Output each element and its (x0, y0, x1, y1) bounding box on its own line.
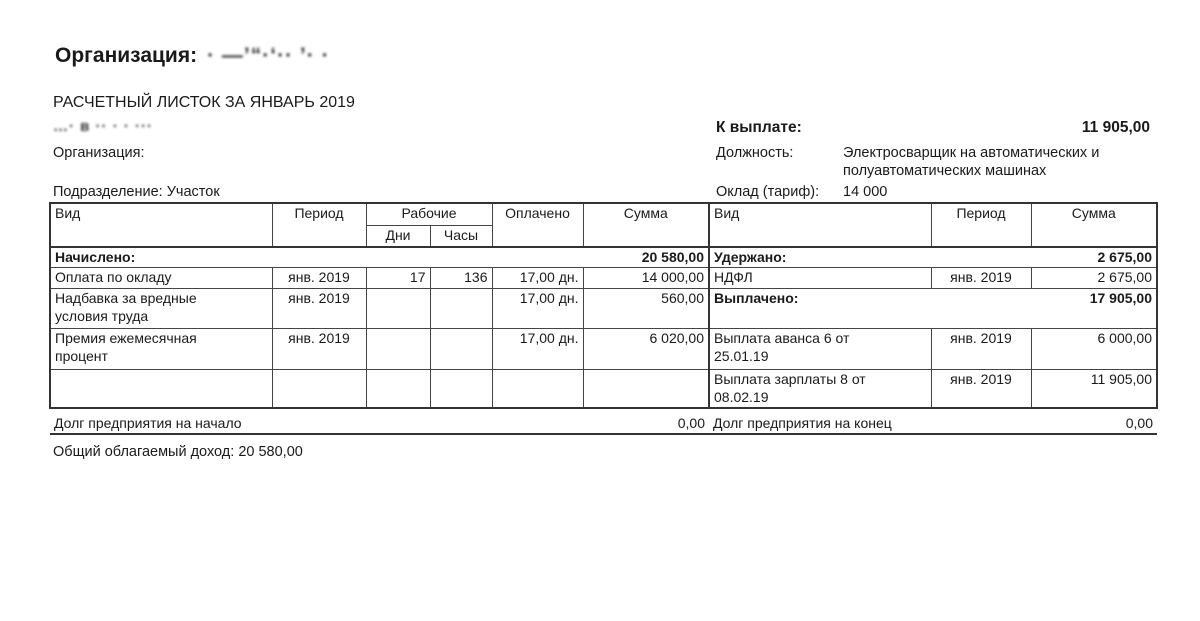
to-pay-value: 11 905,00 (1081, 119, 1150, 136)
to-pay-label: К выплате: (716, 119, 802, 136)
accrual-sum: 14 000,00 (583, 267, 709, 288)
withholding-name: НДФЛ (709, 267, 931, 288)
accrual-hours (430, 288, 492, 328)
payout-name-line-2: 25.01.19 (714, 347, 769, 364)
debt-start-label: Долг предприятия на начало (50, 414, 492, 434)
accrued-total: 20 580,00 (492, 247, 709, 267)
payout-sum: 11 905,00 (1031, 369, 1157, 408)
empty-cell (492, 369, 583, 408)
accrual-days (366, 328, 430, 369)
accrual-name: Оплата по окладу (50, 267, 272, 288)
accrual-days (366, 288, 430, 328)
accrual-period: янв. 2019 (272, 288, 366, 328)
table-row (50, 267, 1157, 288)
accrual-name-line-2: процент (55, 347, 108, 364)
accrued-label: Начислено: (50, 247, 492, 267)
taxable-income: Общий облагаемый доход: 20 580,00 (53, 444, 303, 460)
col-header-period: Период (272, 203, 366, 247)
payout-period: янв. 2019 (931, 328, 1031, 369)
empty-cell (430, 369, 492, 408)
col-header-period-right: Период (931, 203, 1031, 247)
payout-sum: 6 000,00 (1031, 328, 1157, 369)
col-header-hours: Часы (430, 225, 492, 247)
salary-value: 14 000 (843, 184, 888, 200)
accrual-paid: 17,00 дн. (492, 288, 583, 328)
accrual-paid: 17,00 дн. (492, 267, 583, 288)
table-row (50, 288, 1157, 328)
withheld-label: Удержано: (709, 247, 1031, 267)
accrual-days: 17 (366, 267, 430, 288)
accrual-sum: 6 020,00 (583, 328, 709, 369)
payout-name-line-2: 08.02.19 (714, 388, 769, 405)
table-row (50, 369, 1157, 408)
col-header-paid: Оплачено (492, 203, 583, 247)
accrual-name (50, 288, 272, 328)
table-row (50, 328, 1157, 369)
withholding-period: янв. 2019 (931, 267, 1031, 288)
payout-name (709, 328, 931, 369)
paid-out-label: Выплачено: (709, 288, 1031, 328)
accrual-paid: 17,00 дн. (492, 328, 583, 369)
payout-name-line-1: Выплата зарплаты 8 от (714, 370, 866, 387)
withheld-total: 2 675,00 (1031, 247, 1157, 267)
accrual-name (50, 328, 272, 369)
department-label: Подразделение: Участок (53, 184, 220, 200)
organization-field-label: Организация: (53, 145, 145, 161)
accrual-name-line-1: Надбавка за вредные (55, 289, 197, 306)
empty-cell (50, 369, 272, 408)
accrual-hours (430, 328, 492, 369)
accrual-hours: 136 (430, 267, 492, 288)
payslip-title: РАСЧЕТНЫЙ ЛИСТОК ЗА ЯНВАРЬ 2019 (53, 94, 355, 111)
organization-heading (55, 44, 330, 68)
table-row (50, 247, 1157, 267)
debt-row (50, 414, 1157, 434)
accrual-period: янв. 2019 (272, 328, 366, 369)
col-header-vid-right: Вид (709, 203, 931, 247)
accrual-sum: 560,00 (583, 288, 709, 328)
accrual-name-line-2: условия труда (55, 307, 149, 324)
payout-name-line-1: Выплата аванса 6 от (714, 329, 850, 346)
payout-period: янв. 2019 (931, 369, 1031, 408)
position-label: Должность: (716, 145, 794, 161)
col-header-sum-right: Сумма (1031, 203, 1157, 247)
empty-cell (272, 369, 366, 408)
withholding-sum: 2 675,00 (1031, 267, 1157, 288)
col-header-vid: Вид (50, 203, 272, 247)
position-value-line-1: Электросварщик на автоматических и (843, 145, 1100, 161)
debt-end-value: 0,00 (1031, 414, 1157, 434)
payout-name (709, 369, 931, 408)
debt-start-value: 0,00 (492, 414, 709, 434)
empty-cell (366, 369, 430, 408)
debt-end-label: Долг предприятия на конец (709, 414, 1031, 434)
table-header-row (50, 203, 1157, 225)
organization-label: Организация: (55, 44, 198, 67)
organization-name-redacted: · —’“·‘·· ’· · (207, 44, 330, 67)
col-header-days: Дни (366, 225, 430, 247)
position-value-line-2: полуавтоматических машинах (843, 163, 1047, 179)
accrual-period: янв. 2019 (272, 267, 366, 288)
accrual-name-line-1: Премия ежемесячная (55, 329, 197, 346)
col-header-sum: Сумма (583, 203, 709, 247)
employee-name-redacted: …· в ·· · · ··· (53, 118, 154, 135)
paid-out-total: 17 905,00 (1031, 288, 1157, 328)
salary-label: Оклад (тариф): (716, 184, 820, 200)
col-header-working: Рабочие (366, 203, 492, 225)
empty-cell (583, 369, 709, 408)
payslip-table (49, 202, 1158, 435)
